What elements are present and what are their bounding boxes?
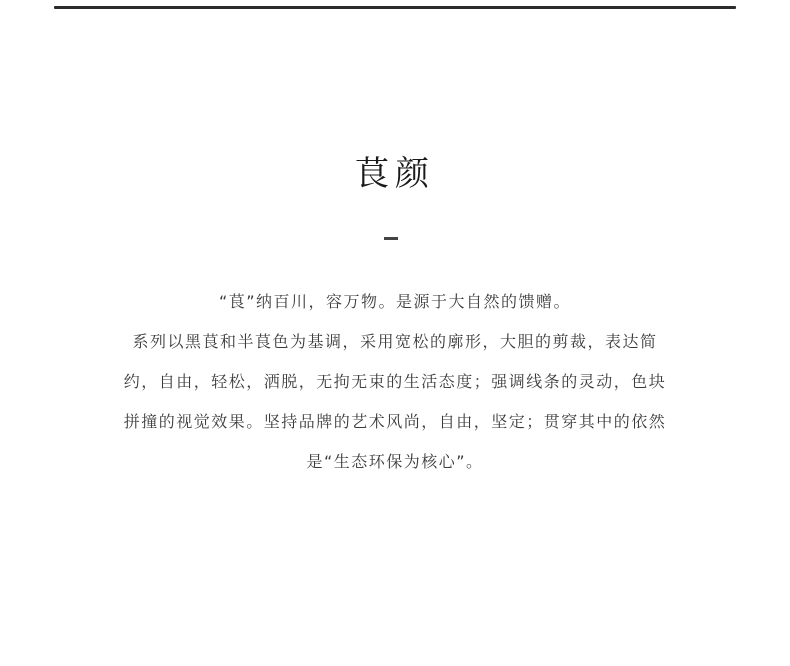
paragraph-line: 拼撞的视觉效果。坚持品牌的艺术风尚，自由，坚定；贯穿其中的依然	[123, 412, 667, 431]
title-underline-dash	[384, 237, 398, 240]
description-paragraph	[70, 282, 720, 482]
paragraph-line: 系列以黑茛和半茛色为基调，采用宽松的廓形，大胆的剪裁，表达简	[132, 332, 658, 351]
paragraph-line: 是“生态环保为核心”。	[306, 452, 484, 471]
paragraph-line: “茛”纳百川，容万物。是源于大自然的馈赠。	[218, 292, 572, 311]
page-title: 茛颜	[355, 154, 435, 194]
top-divider	[54, 6, 736, 9]
paragraph-line: 约，自由，轻松，洒脱，无拘无束的生活态度；强调线条的灵动，色块	[123, 372, 667, 391]
